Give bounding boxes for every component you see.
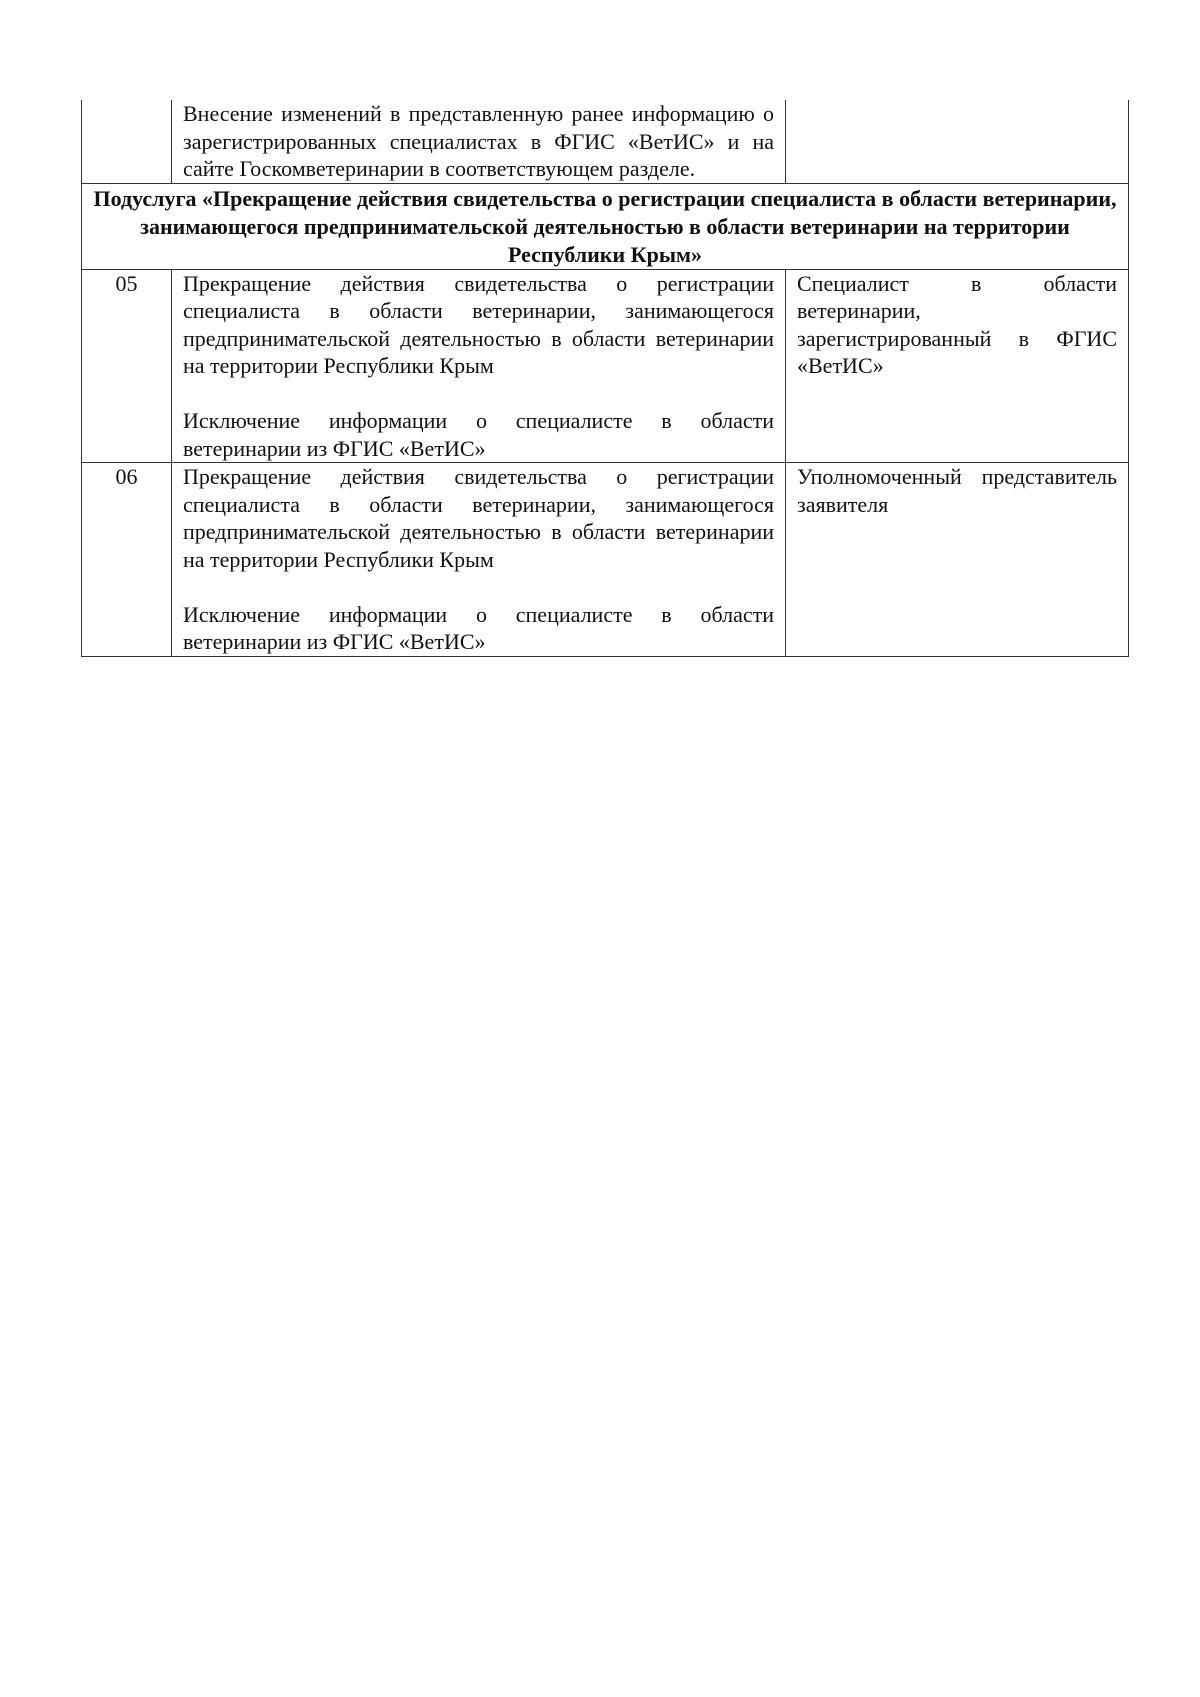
applicant-cell	[786, 269, 1129, 463]
description-main: Прекращение действия свидетельства о регистрации специалиста в области ветеринарии, занимающегося предпринимательской деятельностью в области ветеринарии на территории Республики Крым	[183, 270, 774, 378]
description-extra: Исключение информации о специалисте в области ветеринарии из ФГИС «ВетИС»	[183, 408, 774, 461]
applicant-text: Уполномоченный представитель заявителя	[797, 464, 1117, 517]
row-number: 06	[82, 463, 172, 657]
description-text: Внесение изменений в представленную ранее информацию о зарегистрированных специалистах в ФГИС «ВетИС» и на сайте Госкомветеринарии в соответствующем разделе.	[183, 101, 774, 181]
row-number: 05	[82, 269, 172, 463]
services-table	[81, 100, 1129, 657]
section-header-row	[82, 183, 1129, 269]
applicant-cell	[786, 463, 1129, 657]
number-cell	[82, 100, 172, 183]
applicant-text: Специалист в области ветеринарии, зарегистрированный в ФГИС «ВетИС»	[797, 270, 1117, 378]
description-cell	[172, 269, 786, 463]
applicant-cell	[786, 100, 1129, 183]
table-row	[82, 269, 1129, 463]
description-cell	[172, 463, 786, 657]
description-cell	[172, 100, 786, 183]
table-row-continuation	[82, 100, 1129, 183]
section-header: Подуслуга «Прекращение действия свидетельства о регистрации специалиста в области ветеринарии, занимающегося предпринимательской деятельностью в области ветеринарии на территории Республики Крым»	[82, 183, 1129, 269]
description-main: Прекращение действия свидетельства о регистрации специалиста в области ветеринарии, занимающегося предпринимательской деятельностью в области ветеринарии на территории Республики Крым	[183, 464, 774, 572]
description-extra: Исключение информации о специалисте в области ветеринарии из ФГИС «ВетИС»	[183, 601, 774, 654]
table-row	[82, 463, 1129, 657]
